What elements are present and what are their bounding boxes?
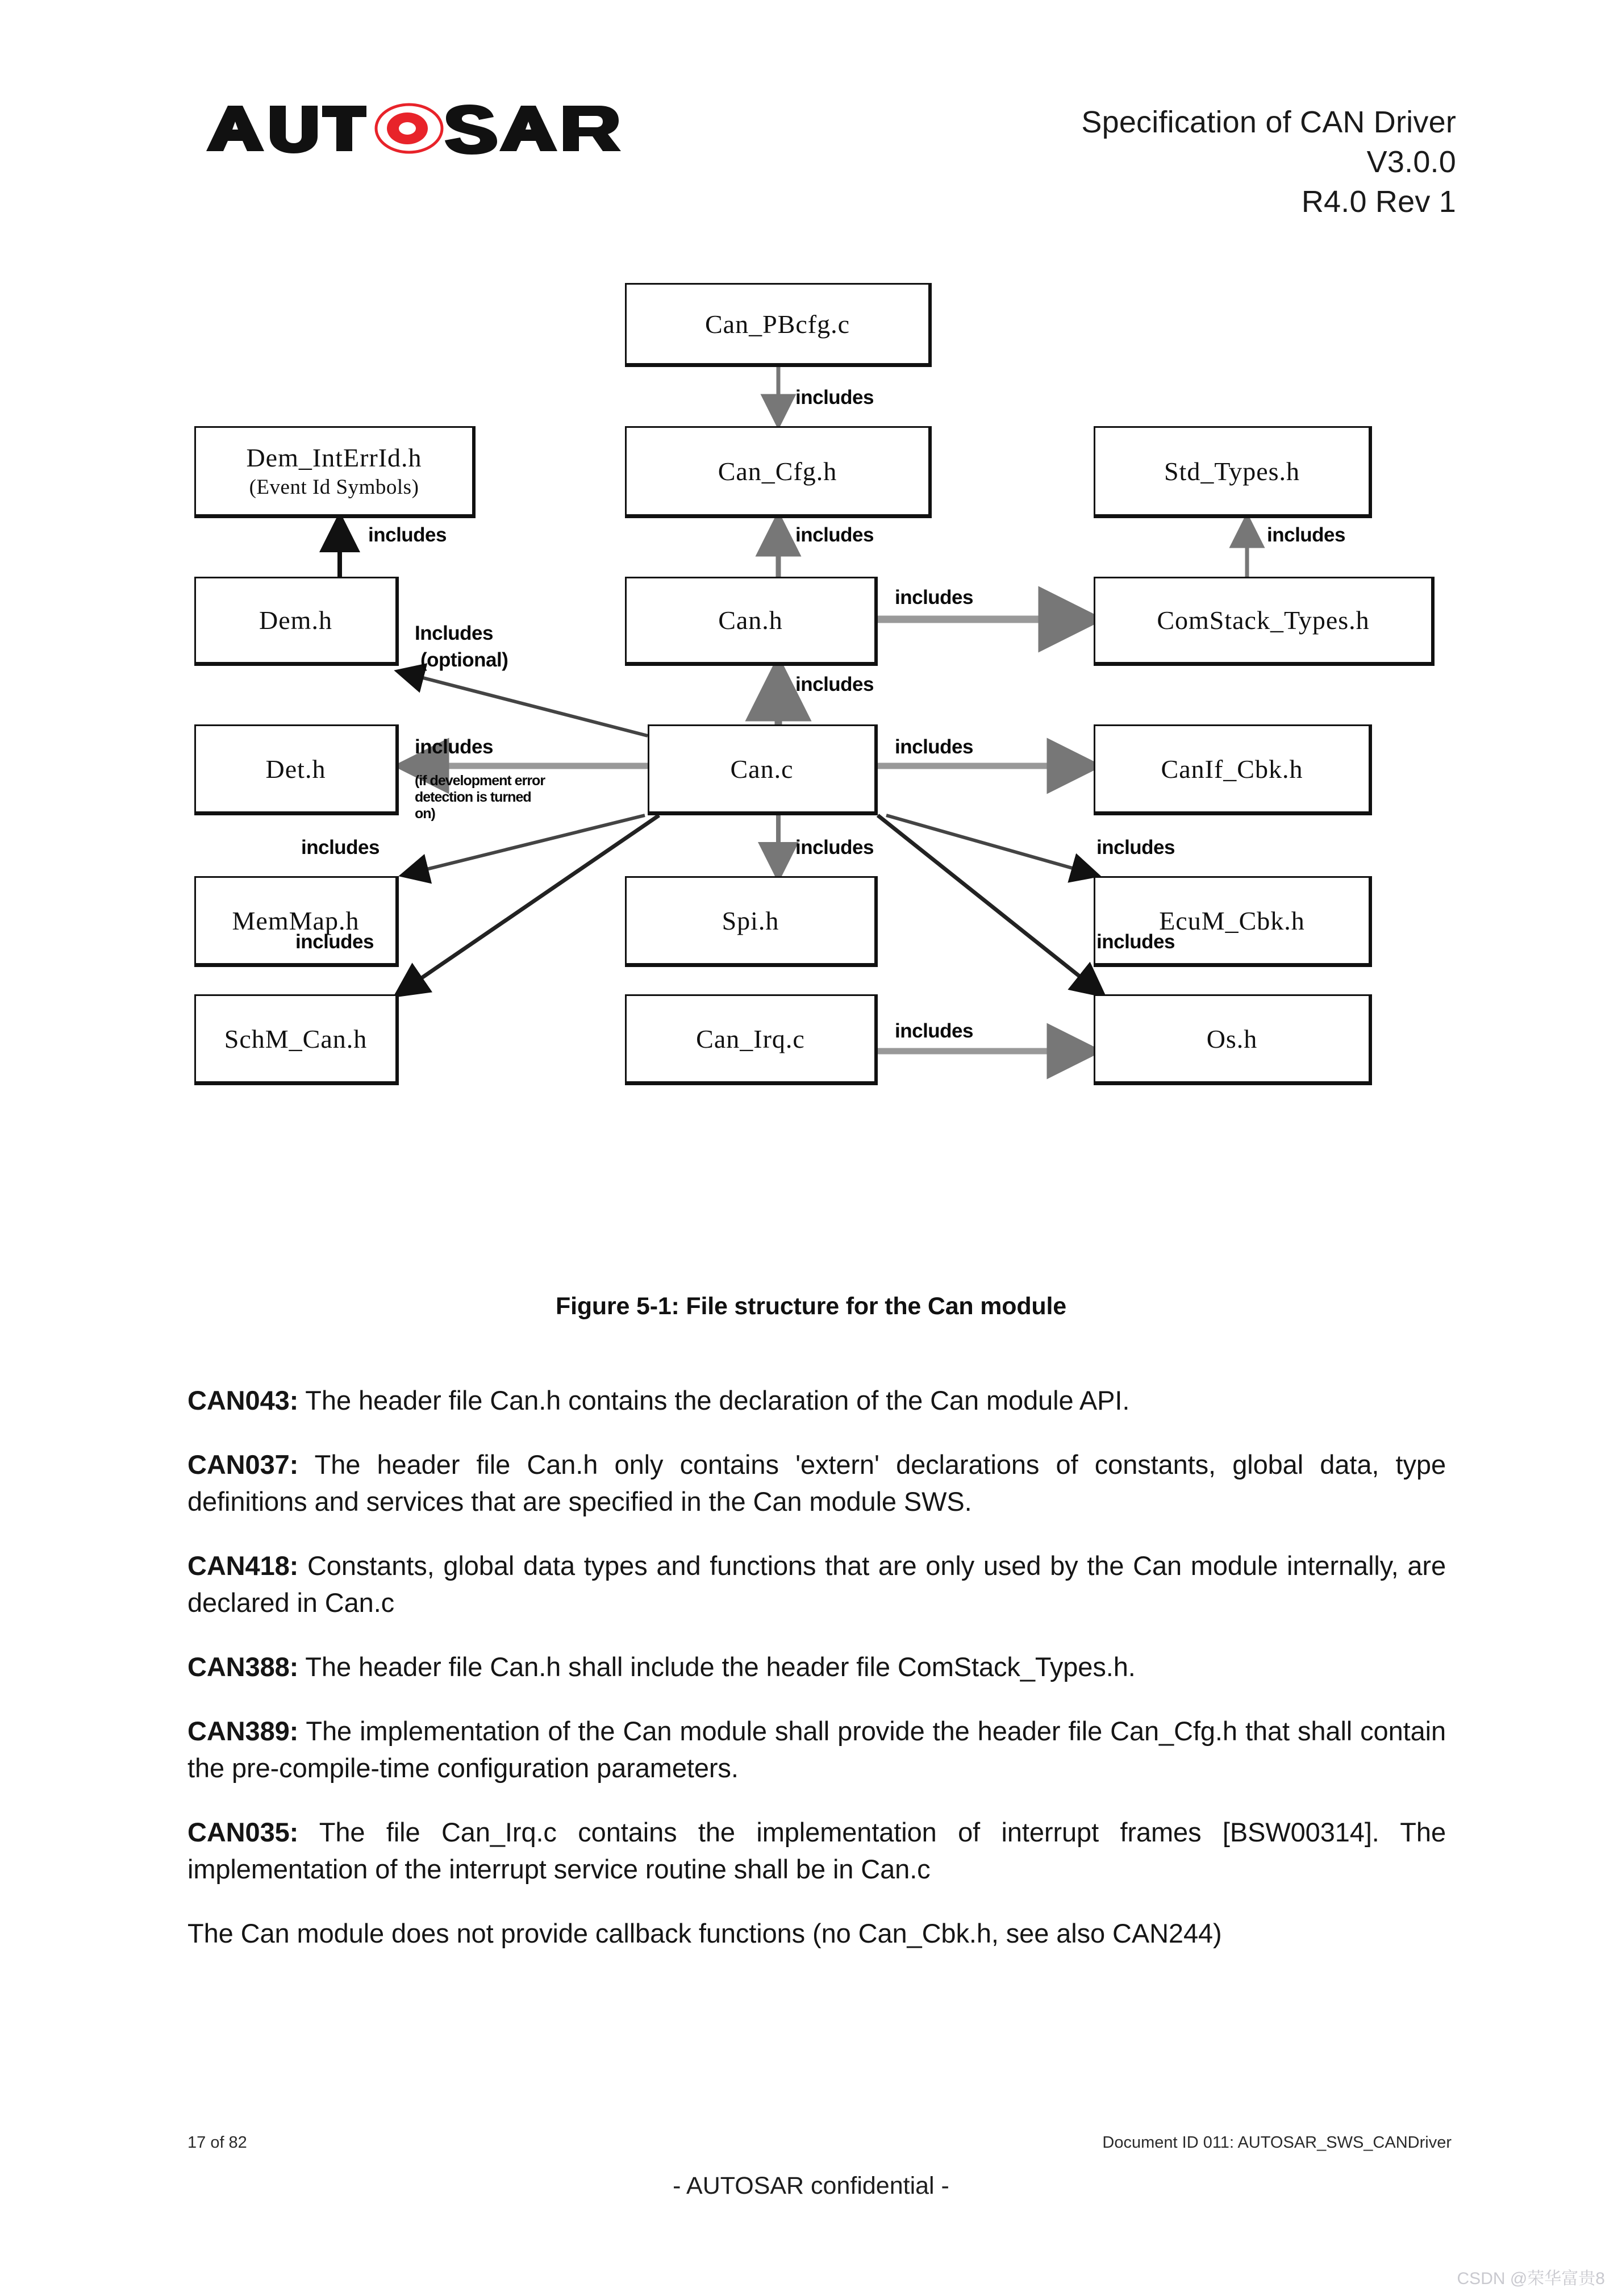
- diagram-box-spi-h: [625, 876, 878, 967]
- requirement-id: CAN389:: [187, 1716, 299, 1746]
- box-label: Can_Irq.c: [696, 1024, 805, 1053]
- header-title-block: [1081, 102, 1456, 222]
- box-label: Can.c: [730, 754, 794, 784]
- requirements-body: [187, 1355, 1446, 1979]
- page-header: [0, 0, 1622, 244]
- edge-label-canh-to-comstack: includes: [895, 586, 973, 609]
- requirement-id: CAN418:: [187, 1551, 299, 1581]
- requirement-text: The file Can_Irq.c contains the implementation of interrupt frames [BSW00314]. The implementation of the interrupt service routine shall be in Can.c: [187, 1817, 1446, 1884]
- box-label: Det.h: [265, 754, 326, 784]
- diagram-box-canif-cbk-h: [1094, 724, 1372, 815]
- diagram-box-det-h: [194, 724, 399, 815]
- box-sublabel: (Event Id Symbols): [249, 476, 419, 499]
- box-label: MemMap.h: [232, 906, 360, 935]
- requirement-id: CAN388:: [187, 1652, 299, 1682]
- requirement-paragraph: [187, 1446, 1446, 1520]
- page-footer: [0, 2134, 1622, 2224]
- requirement-text: Constants, global data types and functions that are only used by the Can module internally, are declared in Can.c: [187, 1551, 1446, 1618]
- edge-label-comstack-to-std: includes: [1267, 524, 1345, 546]
- file-structure-diagram: [187, 256, 1443, 1284]
- note-paragraph: [187, 1915, 1446, 1952]
- footer-confidential-notice: - AUTOSAR confidential -: [673, 2172, 949, 2199]
- diagram-box-can-irq-c: [625, 994, 878, 1085]
- diagram-box-can-h: [625, 577, 878, 666]
- edge-label-canc-to-ecum: includes: [1096, 836, 1175, 859]
- edge-label-dem-to-interrid: includes: [368, 524, 447, 546]
- requirement-id: CAN037:: [187, 1449, 299, 1480]
- edge-label-irq-to-os: includes: [895, 1020, 973, 1042]
- footer-page-number: 17 of 82: [187, 2134, 247, 2152]
- diagram-box-ecum-cbk-h: [1094, 876, 1372, 967]
- box-label: Can.h: [718, 606, 783, 635]
- edge-label-pbcfg-to-cfg: includes: [795, 386, 874, 409]
- requirement-paragraph: [187, 1712, 1446, 1786]
- edge-label-canc-to-canif: includes: [895, 736, 973, 758]
- requirement-paragraph: [187, 1547, 1446, 1621]
- csdn-watermark: CSDN @荣华富贵8: [1457, 2269, 1605, 2288]
- edge-label-canc-to-det: includes: [415, 736, 493, 758]
- box-label: EcuM_Cbk.h: [1159, 906, 1305, 935]
- logo-target-icon: [376, 105, 442, 152]
- edge-label-canc-to-dem: Includes: [415, 622, 493, 644]
- requirement-paragraph: [187, 1648, 1446, 1685]
- requirement-text: The implementation of the Can module shall provide the header file Can_Cfg.h that shall contain the pre-compile-time configuration parameters.: [187, 1716, 1446, 1783]
- box-label: SchM_Can.h: [224, 1024, 368, 1053]
- edge-label-canc-to-det-condition: (if development error detection is turned on): [415, 773, 545, 822]
- diagram-box-dem-interrid-h: [194, 426, 476, 518]
- requirement-paragraph: [187, 1382, 1446, 1419]
- box-label: CanIf_Cbk.h: [1161, 754, 1303, 784]
- edge-label-canc-to-spi: includes: [795, 836, 874, 859]
- requirement-text: The header file Can.h shall include the header file ComStack_Types.h.: [298, 1652, 1136, 1682]
- edge-label-canc-to-canh: includes: [795, 673, 874, 695]
- box-label: Can_Cfg.h: [718, 456, 837, 486]
- box-label: Spi.h: [722, 906, 779, 935]
- edge-label-canc-to-schm: includes: [295, 931, 374, 953]
- autosar-logo: [202, 101, 651, 158]
- box-label: Dem.h: [259, 606, 332, 635]
- requirement-text: The header file Can.h only contains 'extern' declarations of constants, global data, type definitions and services that are specified in the Can module SWS.: [187, 1449, 1446, 1516]
- header-release: R4.0 Rev 1: [1301, 185, 1456, 219]
- requirement-paragraph: [187, 1814, 1446, 1887]
- requirement-id: CAN035:: [187, 1817, 299, 1847]
- edge-label-canc-to-dem-optional: (optional): [420, 649, 508, 671]
- diagram-box-schm-can-h: [194, 994, 399, 1085]
- requirement-text: The header file Can.h contains the declaration of the Can module API.: [298, 1385, 1130, 1415]
- figure-caption: Figure 5-1: File structure for the Can module: [556, 1293, 1066, 1320]
- box-label: Os.h: [1206, 1024, 1258, 1053]
- edge-label-canh-to-cfg: includes: [795, 524, 874, 546]
- diagram-box-dem-h: [194, 577, 399, 666]
- header-version: V3.0.0: [1366, 145, 1456, 179]
- box-label: ComStack_Types.h: [1157, 606, 1370, 635]
- edge-label-canc-to-os: includes: [1096, 931, 1175, 953]
- diagram-box-std-types-h: [1094, 426, 1372, 518]
- edge-label-canc-to-memmap: includes: [301, 836, 380, 859]
- footer-document-id: Document ID 011: AUTOSAR_SWS_CANDriver: [1102, 2134, 1452, 2152]
- box-label: Dem_IntErrId.h: [246, 443, 422, 472]
- requirement-id: CAN043:: [187, 1385, 299, 1415]
- box-label: Std_Types.h: [1164, 456, 1300, 486]
- diagram-box-can-cfg-h: [625, 426, 932, 518]
- diagram-box-memmap-h: [194, 876, 399, 967]
- diagram-box-can-pbcfg-c: [625, 283, 932, 367]
- diagram-box-comstack-types-h: [1094, 577, 1435, 666]
- header-title-line-1: Specification of CAN Driver: [1081, 105, 1456, 139]
- box-label: Can_PBcfg.c: [704, 309, 850, 339]
- diagram-box-can-c: [648, 724, 878, 815]
- note-text: The Can module does not provide callback functions (no Can_Cbk.h, see also CAN244): [187, 1918, 1222, 1948]
- diagram-box-os-h: [1094, 994, 1372, 1085]
